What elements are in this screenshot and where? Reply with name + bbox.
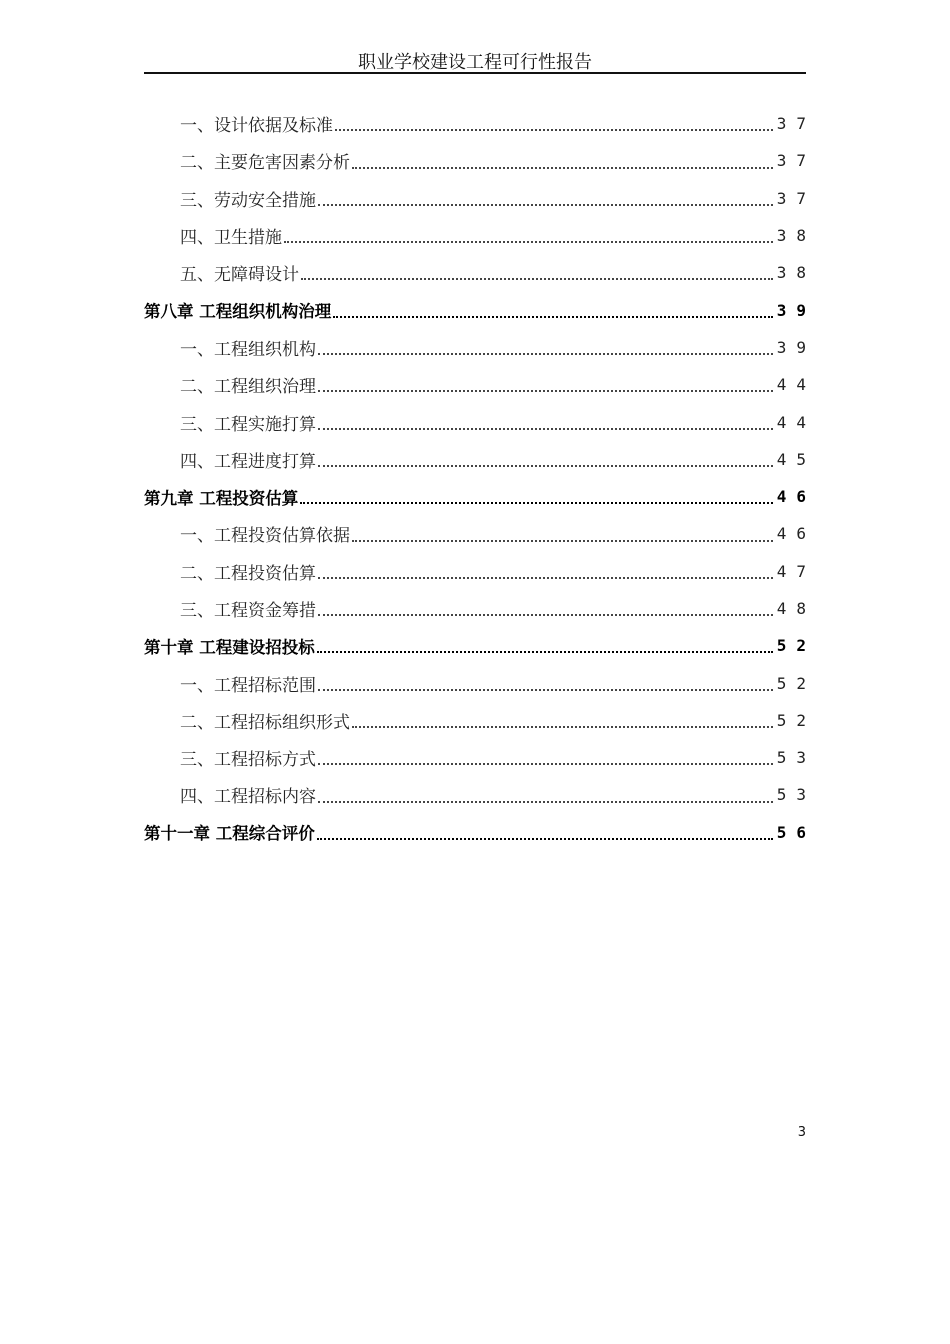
toc-dot-leader — [317, 651, 773, 653]
toc-entry[interactable] — [144, 329, 816, 366]
toc-entry-page: 38 — [776, 263, 816, 283]
toc-entry-label: 三、工程资金筹措 — [180, 601, 316, 621]
toc-entry[interactable] — [144, 590, 816, 627]
toc-dot-leader — [318, 763, 773, 765]
toc-chapter-entry[interactable] — [144, 291, 816, 328]
toc-chapter-label: 第十一章 工程综合评价 — [144, 824, 315, 844]
page-number: 3 — [797, 1125, 806, 1140]
toc-entry[interactable] — [144, 254, 816, 291]
toc-chapter-entry[interactable] — [144, 478, 816, 515]
toc-entry-label: 二、工程组织治理 — [180, 377, 316, 398]
toc-entry-label: 四、卫生措施 — [180, 228, 282, 249]
toc-chapter-label: 第八章 工程组织机构治理 — [144, 302, 332, 322]
toc-entry[interactable] — [144, 105, 816, 142]
toc-entry-page: 48 — [776, 599, 816, 618]
toc-dot-leader — [284, 241, 773, 243]
toc-entry-page: 45 — [776, 449, 816, 469]
toc-entry-page: 39 — [776, 337, 816, 357]
toc-entry[interactable] — [144, 553, 816, 590]
toc-entry-label: 四、工程招标内容 — [180, 787, 316, 808]
toc-entry-label: 三、工程实施打算 — [180, 414, 316, 435]
toc-dot-leader — [318, 390, 773, 392]
toc-chapter-page: 46 — [776, 487, 816, 507]
toc-dot-leader — [318, 465, 773, 467]
toc-entry-label: 二、主要危害因素分析 — [180, 153, 350, 174]
toc-entry-page: 37 — [776, 151, 816, 171]
toc-entry[interactable] — [144, 739, 816, 776]
toc-entry-page: 47 — [776, 561, 816, 581]
toc-entry-label: 三、劳动安全措施 — [180, 190, 316, 211]
toc-entry[interactable] — [144, 776, 816, 813]
toc-entry-label: 一、工程招标范围 — [180, 675, 316, 696]
toc-dot-leader — [352, 726, 773, 728]
toc-dot-leader — [333, 316, 772, 318]
toc-entry-label: 一、设计依据及标准 — [180, 116, 333, 137]
toc-dot-leader — [301, 278, 773, 280]
page-header-title: 职业学校建设工程可行性报告 — [358, 52, 592, 73]
toc-dot-leader — [318, 353, 773, 355]
toc-chapter-page: 39 — [776, 300, 816, 320]
toc-entry[interactable] — [144, 217, 816, 254]
toc-entry-label: 三、工程招标方式 — [180, 750, 316, 771]
toc-chapter-entry[interactable] — [144, 814, 816, 851]
toc-entry-page: 38 — [776, 226, 816, 246]
toc-entry[interactable] — [144, 142, 816, 179]
toc-dot-leader — [318, 801, 773, 803]
toc-entry-label: 二、工程招标组织形式 — [180, 712, 350, 733]
toc-chapter-label: 第九章 工程投资估算 — [144, 488, 299, 508]
toc-dot-leader — [317, 838, 773, 840]
toc-entry-page: 44 — [776, 375, 816, 395]
toc-entry-page: 44 — [776, 412, 816, 432]
toc-entry-page: 52 — [776, 710, 816, 730]
toc-entry-page: 53 — [776, 785, 816, 805]
toc-chapter-label: 第十章 工程建设招投标 — [144, 637, 315, 657]
toc-chapter-page: 52 — [776, 636, 816, 656]
toc-entry-page: 46 — [776, 524, 816, 544]
toc-entry-label: 五、无障碍设计 — [180, 265, 299, 286]
toc-entry-label: 一、工程投资估算依据 — [180, 526, 350, 547]
toc-entry[interactable] — [144, 180, 816, 217]
toc-dot-leader — [352, 167, 773, 169]
toc-dot-leader — [318, 689, 773, 691]
toc-entry-page: 37 — [776, 188, 816, 208]
toc-entry-page: 37 — [776, 114, 816, 134]
toc-dot-leader — [318, 614, 773, 616]
toc-entry-label: 一、工程组织机构 — [180, 339, 316, 360]
toc-entry[interactable] — [144, 515, 816, 552]
toc-dot-leader — [318, 204, 773, 206]
header-rule — [144, 72, 806, 74]
toc-dot-leader — [352, 540, 773, 542]
toc-entry[interactable] — [144, 366, 816, 403]
toc-dot-leader — [300, 502, 772, 504]
toc-entry-label: 四、工程进度打算 — [180, 451, 316, 472]
table-of-contents — [144, 105, 816, 851]
toc-entry-page: 53 — [776, 748, 816, 768]
toc-entry[interactable] — [144, 664, 816, 701]
toc-entry[interactable] — [144, 403, 816, 440]
toc-entry-label: 二、工程投资估算 — [180, 563, 316, 584]
toc-dot-leader — [335, 129, 773, 131]
toc-entry-page: 52 — [776, 673, 816, 693]
toc-dot-leader — [318, 577, 773, 579]
toc-entry[interactable] — [144, 702, 816, 739]
toc-dot-leader — [318, 428, 773, 430]
toc-entry[interactable] — [144, 441, 816, 478]
toc-chapter-page: 56 — [776, 822, 816, 842]
toc-chapter-entry[interactable] — [144, 627, 816, 664]
